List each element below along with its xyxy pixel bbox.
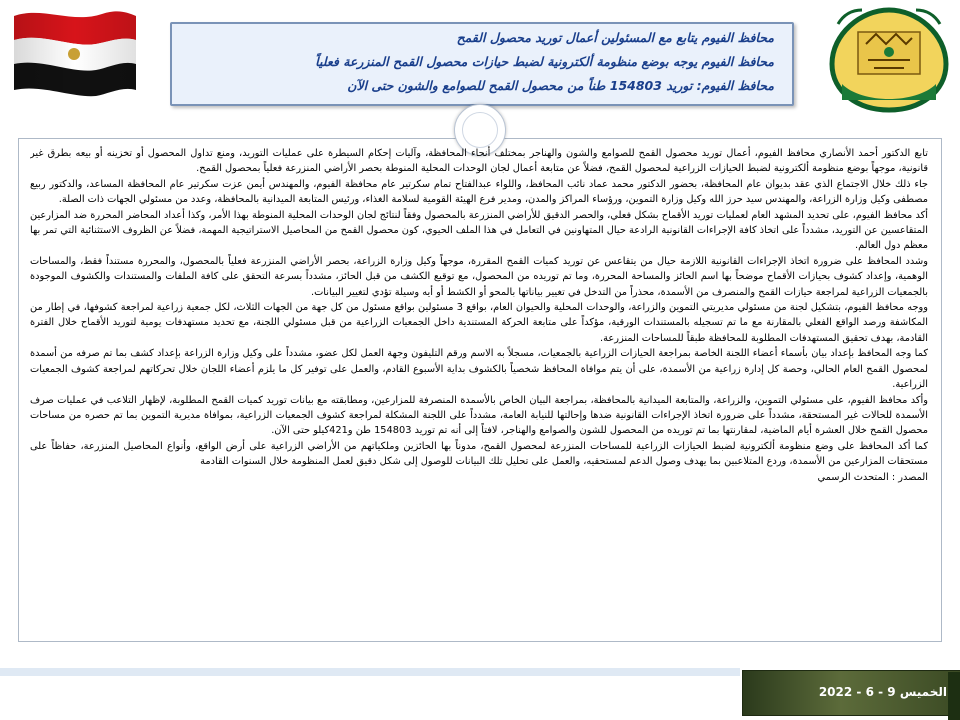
fayoum-governorate-logo-icon [822,4,956,116]
article-source: المصدر : المتحدث الرسمي [817,471,928,483]
footer-corner [948,672,960,720]
article-paragraph: ووجه محافظ الفيوم، بتشكيل لجنة من مسئولي مديريتي التموين والزراعة، والوحدات المحلية والحيوان العام، بواقع 3 مسئولين بواقع مسئول من كل جهة من الجهات الثلاث، لكل جمعية زراعية لمراجعة كشوفها، في إطار من المكاشفة ورصد الواقع الفعلي بالمقارنة مع ما تم تسجيله بالمستندات الورقية، مؤكداً على متابعة الحركة المستندية داخل الجمعيات الزراعية من قبل مسئولي اللجنة، مع تحديد مستهدفات يومية لتوريد الأقماح خلال الفترة القادمة، بهدف تحقيق المستهدفات المطلوبة للمحافظة طبقاً للمساحات المنزرعة. [30,302,928,344]
egypt-flag-icon [12,6,138,98]
headline-line-3: محافظ الفيوم: توريد 154803 طناً من محصول القمح للصوامع والشون حتى الآن [347,78,774,93]
article-paragraph: جاء ذلك خلال الاجتماع الذي عقد بديوان عام المحافظة، بحضور الدكتور محمد عماد نائب المحافظ، واللواء عبدالفتاح تمام سكرتير عام محافظة الفيوم، والمهندس أيمن عزت سكرتير عام المحافظة المساعد، والدكتور ربيع مصطفى وكيل وزارة الزراعة، والمهندس سيد حرز الله وكيل وزارة التموين، ورؤساء المراكز والمدن، ومدير فرع الهيئة القومية لسلامة الغذاء، ورئيس المتابعة الميدانية بالمحافظة، وعدد من مسئولي الجهات ذات الصلة. [30,178,928,206]
headline-line-2: محافظ الفيوم يوجه بوضع منظومة ألكترونية لضبط حيازات محصول القمح المنزرعة فعلياً [315,54,774,69]
date-bar [742,670,960,716]
headline-line-1: محافظ الفيوم يتابع مع المسئولين أعمال توريد محصول القمح [456,30,774,45]
article-paragraph: وأكد محافظ الفيوم، على مسئولي التموين، والزراعة، والمتابعة الميدانية بالمحافظة، بمراجعة البيان الخاص بالأسمدة المنصرفة للمزارعين، ومطابقته مع بيانات توريد كميات القمح المطلوبة، لإظهار التلاعب في عمليات صرف الأسمدة للحالات غير المستحقة، مشدداً على ضرورة اتخاذ الإجراءات القانونية ضدها وإحالتها للنيابة العامة، مشدداً على اللجنة المشكلة لمراجعة كشوف الجمعيات الزراعية، بموافاة مديرية التموين بما تم حصره من مساحات محصول القمح خلال العشرة أيام الماضية، لمقارنتها بما تم توريده من المحصول للشون والصوامع والهناجر، لافتاً إلى أنه تم توريد 154803 طن و421كيلو حتى الآن. [30,394,928,437]
article-paragraph: كما أكد المحافظ على وضع منظومة ألكترونية لضبط الحيازات الزراعية للمساحات المنزرعة لمحصول القمح، مدوناً بها الحائزين وملكياتهم من الأراضي الزراعية على أرض الواقع، وأنواع المحاصيل المنزرعة، حفاظاً على مستحقات المزارعين من الأسمدة، وردع المتلاعبين بما يهدف وصول الدعم لمستحقيه، والعمل على تحليل تلك البيانات للوصول إلى شكل دقيق لعمل المنظومة خلال السنوات القادمة [30,440,928,468]
article-paragraph: تابع الدكتور أحمد الأنصاري محافظ الفيوم، أعمال توريد محصول القمح للصوامع والشون والهناجر بمختلف أنحاء المحافظة، وآليات إحكام السيطرة على عمليات التوريد، ومنع تداول المحصول أو تخزينه أو بيعه بطرق غير قانونية، موجهاً بوضع منظومة ألكترونية لضبط الحيازات الزراعية لمحصول القمح، فضلاً عن متابعة أعمال لجان الوحدات المحلية المنوطة بحصر الأراضي المنزرعة فعلياً بمحصول القمح. [30,148,928,175]
article-body [30,146,928,630]
article-paragraph: أكد محافظ الفيوم، على تحديد المشهد العام لعمليات توريد الأقماح بشكل فعلي، والحصر الدقيق للأراضي المنزرعة بالمحصول وفقاً لنتائج لجان الوحدات المحلية المنوطة بهذا الأمر، وكذا أعداد المحاضر المحررة ضد المزارعين المتقاعسين عن التوريد، مشدداً على اتخاذ كافة الإجراءات القانونية الرادعة حيال المتهاونين في التعامل في هذا الملف الحيوي، كون محصول القمح من المحاصيل الاستراتيجية المهمة، فضلاً عن الظروف الاستثنائية التي تمر بها معظم دول العالم. [30,209,928,252]
footer-stripe [0,668,740,676]
headline-box [170,22,794,106]
article-paragraph: وشدد المحافظ على ضرورة اتخاذ الإجراءات القانونية اللازمة حيال من يتقاعس عن توريد كميات القمح المقررة، موجهاً وكيل وزارة الزراعة، بحصر الأراضي المنزرعة فعلياً بالمحصول، والمحررة مستنداً فقط، والمساحات الوهمية، وإعداد كشوف بحيازات الأقماح موضحاً بها اسم الحائز والمساحة المحررة، وما تم توريده من المحصول، مع توقيع الكشف من قبل الحائز، مشدداً بسرعة التحقق على كافة الملفات والمستندات والكشوف الموجودة بالجمعيات الزراعية لمراجعة حيازات القمح والمنصرف من الأسمدة، محذراً من التدخل في تغيير بياناتها بالمحو أو الكشط أو أيه وسيلة تؤدي لتغيير البيانات. [30,255,928,298]
decorative-inner-circle-icon [462,112,498,148]
article-paragraph: كما وجه المحافظ بإعداد بيان بأسماء أعضاء اللجنة الخاصة بمراجعة الحيازات الزراعية بالجمعيات، مسجلاً به الاسم ورقم التليفون وجهة العمل لكل عضو، مشدداً على وكيل وزارة الزراعة بإعداد كشف بما تم صرفه من أسمدة لمحصول القمح العام الحالي، وحصة كل إدارة زراعية من الأسمدة، على أن يتم موافاة المحافظ شخصياً بالكشوف بداية الأسبوع القادم، والعمل على توفير كل ما يلزم أعضاء اللجان خلال تحركاتهم لمراجعة كشوف الجمعيات الزراعية. [30,348,928,391]
date-text: الخميس 9 - 6 - 2022 [818,685,947,699]
